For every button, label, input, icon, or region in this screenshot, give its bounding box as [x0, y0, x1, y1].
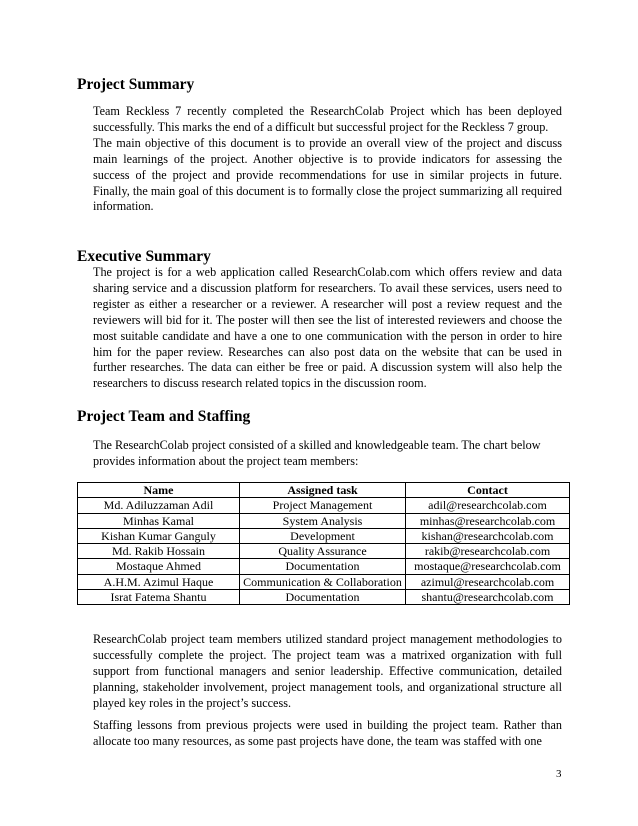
member-contact: mostaque@researchcolab.com — [406, 559, 570, 574]
executive-summary-heading: Executive Summary — [77, 248, 211, 265]
member-name: Md. Rakib Hossain — [78, 544, 240, 559]
project-summary-heading: Project Summary — [77, 76, 195, 93]
table-row — [78, 528, 570, 543]
header-contact: Contact — [406, 483, 570, 498]
project-team-intro-text: The ResearchColab project consisted of a skilled and knowledgeable team. The chart below provides information about the project team members: — [93, 438, 541, 468]
member-task: Communication & Collaboration — [240, 574, 406, 589]
member-task: Documentation — [240, 590, 406, 605]
member-task: System Analysis — [240, 513, 406, 528]
executive-summary-body — [93, 265, 562, 392]
member-contact: rakib@researchcolab.com — [406, 544, 570, 559]
table-row — [78, 513, 570, 528]
header-name: Name — [78, 483, 240, 498]
project-summary-paragraph-2: The main objective of this document is to provide an overall view of the project and discuss main learnings of the project. Another objective is to provide indicators for assessing the success of the project and provide recommendations for use in similar projects in future. Finally, the main goal of this document is to formally close the project summarizing all required information. — [93, 135, 562, 214]
member-contact: minhas@researchcolab.com — [406, 513, 570, 528]
member-name: Minhas Kamal — [78, 513, 240, 528]
member-contact: azimul@researchcolab.com — [406, 574, 570, 589]
project-summary-paragraph-1: Team Reckless 7 recently completed the ResearchColab Project which has been deployed successfully. This marks the end of a difficult but successful project for the Reckless 7 group. — [93, 104, 562, 134]
project-summary-body — [93, 104, 562, 215]
member-task: Development — [240, 528, 406, 543]
team-members-table — [77, 482, 570, 605]
member-task: Quality Assurance — [240, 544, 406, 559]
member-task: Documentation — [240, 559, 406, 574]
project-team-intro — [93, 438, 562, 470]
team-methodology-text: ResearchColab project team members utilized standard project management methodologies to successfully complete the project. The project team was a matrixed organization with full support from functional managers and senior leadership. Effective communication, detailed planning, stakeholder involvement, project management tools, and organizational structure all played key roles in the project’s success. — [93, 632, 562, 710]
project-team-heading: Project Team and Staffing — [77, 408, 251, 425]
table-row — [78, 574, 570, 589]
member-contact: kishan@researchcolab.com — [406, 528, 570, 543]
staffing-lessons-paragraph — [93, 718, 562, 750]
member-name: A.H.M. Azimul Haque — [78, 574, 240, 589]
member-task: Project Management — [240, 498, 406, 513]
header-assigned-task: Assigned task — [240, 483, 406, 498]
member-name: Md. Adiluzzaman Adil — [78, 498, 240, 513]
executive-summary-paragraph: The project is for a web application called ResearchColab.com which offers review and data sharing service and a discussion platform for researchers. To avail these services, users need to register as either a researcher or a reviewer. A researcher will post a review request and the reviewers will bid for it. The poster will then see the list of interested reviewers and choose the most suitable candidate and have a one to one communication with the person in order to hire him for the paper review. Researches can also post data on the website that can be used in further researches. The data can either be free or paid. A discussion system will also help the researchers to discuss research related topics in the discussion room. — [93, 265, 562, 391]
staffing-lessons-text: Staffing lessons from previous projects were used in building the project team. Rather than allocate too many resources, as some past projects have done, the team was staffed with one — [93, 718, 562, 748]
page-number: 3 — [556, 768, 562, 780]
table-row — [78, 559, 570, 574]
member-name: Mostaque Ahmed — [78, 559, 240, 574]
table-row — [78, 544, 570, 559]
table-header-row — [78, 483, 570, 498]
table-row — [78, 590, 570, 605]
table-row — [78, 498, 570, 513]
member-name: Kishan Kumar Ganguly — [78, 528, 240, 543]
member-name: Israt Fatema Shantu — [78, 590, 240, 605]
member-contact: adil@researchcolab.com — [406, 498, 570, 513]
team-methodology-paragraph — [93, 632, 562, 712]
member-contact: shantu@researchcolab.com — [406, 590, 570, 605]
